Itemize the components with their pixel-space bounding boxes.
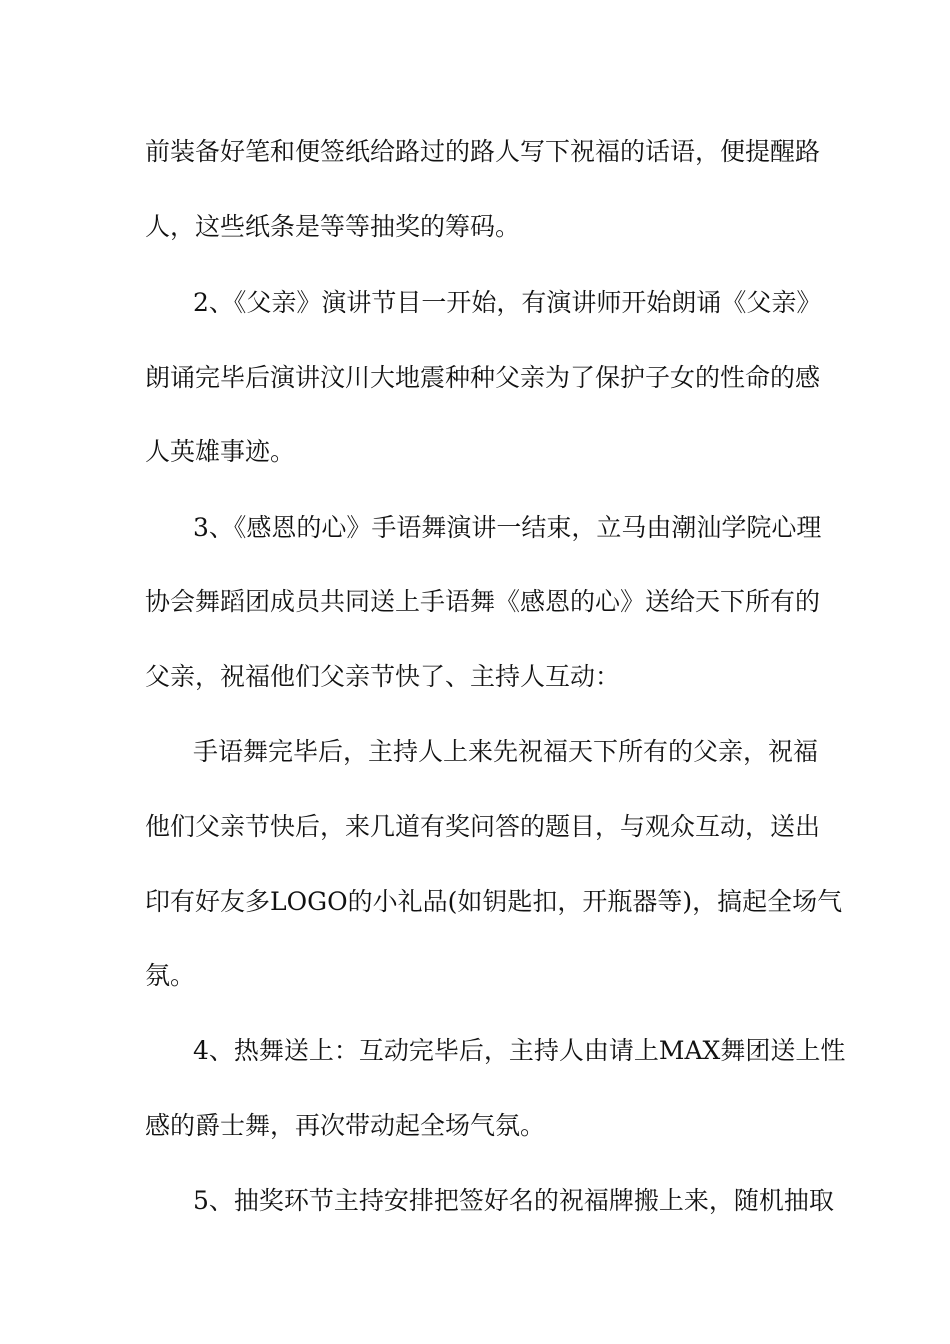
text-line-14: 感的爵士舞，再次带动起全场气氛。 — [145, 1111, 546, 1140]
text-line-9: 手语舞完毕后，主持人上来先祝福天下所有的父亲，祝福 — [193, 737, 819, 766]
text-line-11: 印有好友多LOGO的小礼品(如钥匙扣，开瓶器等)，搞起全场气 — [145, 887, 843, 916]
text-line-5: 人英雄事迹。 — [145, 437, 296, 466]
text-line-1: 前装备好笔和便签纸给路过的路人写下祝福的话语，便提醒路 — [145, 137, 821, 166]
text-line-3: 2、《父亲》演讲节目一开始，有演讲师开始朗诵《父亲》 — [193, 288, 822, 317]
text-line-2: 人，这些纸条是等等抽奖的筹码。 — [145, 212, 521, 241]
text-line-8: 父亲，祝福他们父亲节快了、主持人互动： — [145, 662, 621, 691]
text-line-7: 协会舞蹈团成员共同送上手语舞《感恩的心》送给天下所有的 — [145, 587, 821, 616]
text-line-13: 4、热舞送上：互动完毕后，主持人由请上MAX舞团送上性 — [193, 1036, 846, 1065]
text-line-15: 5、抽奖环节主持安排把签好名的祝福牌搬上来，随机抽取 — [193, 1186, 834, 1215]
text-line-4: 朗诵完毕后演讲汶川大地震种种父亲为了保护子女的性命的感 — [145, 363, 821, 392]
text-line-12: 氛。 — [145, 961, 196, 990]
text-line-6: 3、《感恩的心》手语舞演讲一结束，立马由潮汕学院心理 — [193, 513, 822, 542]
text-line-10: 他们父亲节快后，来几道有奖问答的题目，与观众互动，送出 — [145, 812, 821, 841]
